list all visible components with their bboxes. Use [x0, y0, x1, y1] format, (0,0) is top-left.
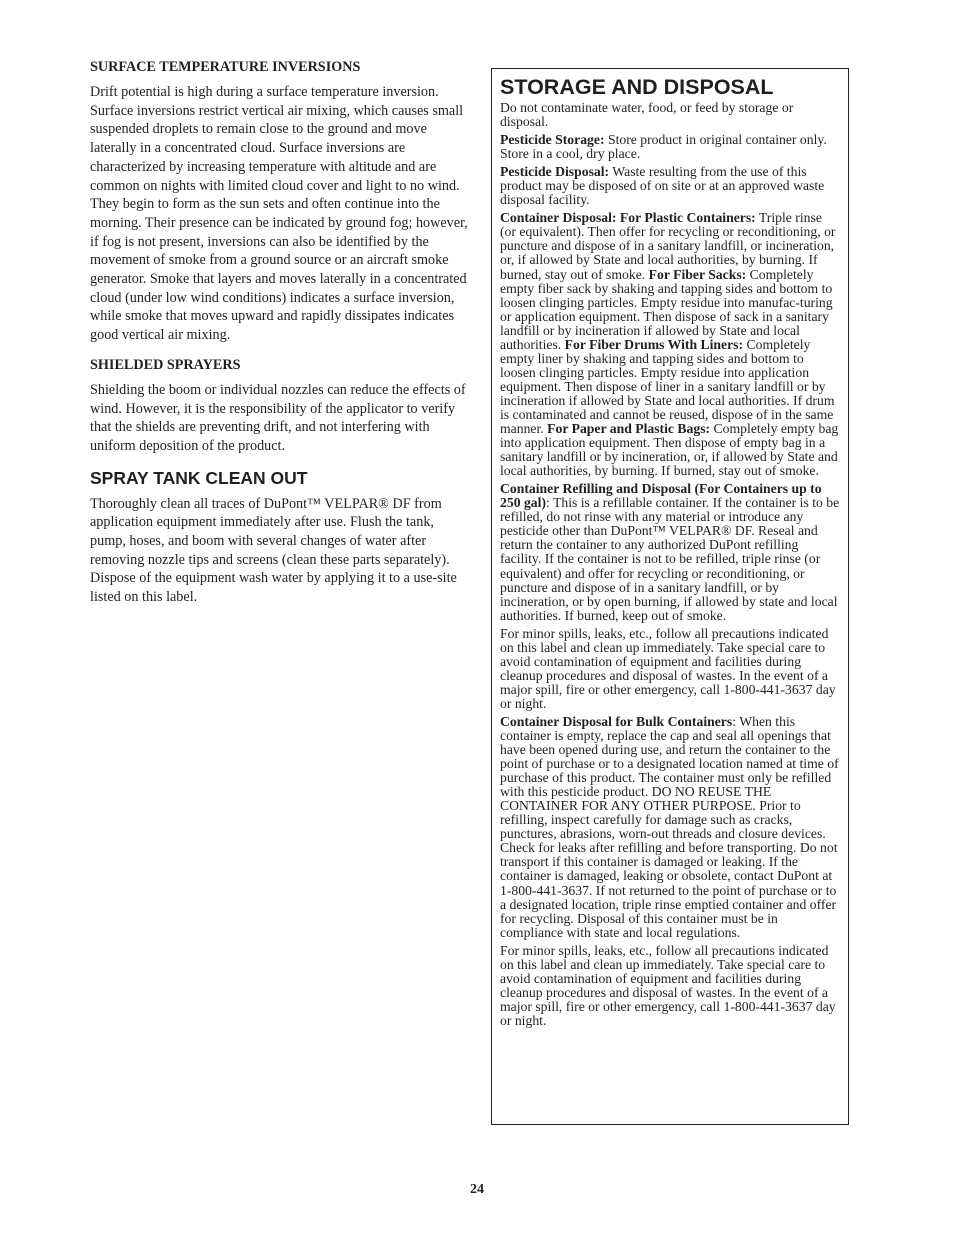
- heading-surface-temperature-inversions: SURFACE TEMPERATURE INVERSIONS: [90, 59, 361, 75]
- fiber-drums-label: For Fiber Drums With Liners:: [564, 336, 744, 352]
- pesticide-disposal-text: Waste resulting from the use of this product may be disposed of on site or at an approved waste disposal facility.: [500, 164, 825, 208]
- pesticide-storage-paragraph: [500, 133, 840, 161]
- spills-paragraph-2: For minor spills, leaks, etc., follow all precautions indicated on this label and clean up immediately. Take special care to avoid contamination of equipment and facilities during cleanup procedures and disposal of wastes. In the event of a major spill, fire or other emergency, call 1-800-441-3637 day or night.: [500, 942, 836, 1028]
- storage-disposal-title: STORAGE AND DISPOSAL: [500, 75, 774, 99]
- paragraph-inversions: Drift potential is high during a surface temperature inversion. Surface inversions restrict vertical air mixing, which causes small suspended droplets to remain close to the ground and move laterally in a concentrated cloud. Surface inversions are characterized by increasing temperature with altitude and are common on nights with limited cloud cover and light to no wind. They begin to form as the sun sets and often continue into the morning. Their presence can be indicated by ground fog; however, if fog is not present, inversions can also be identified by the movement of smoke from a ground source or an aircraft smoke generator. Smoke that layers and moves laterally in a concentrated cloud (under low wind conditions) indicates a surface inversion, while smoke that moves upward and rapidly dissipates indicates good vertical air mixing.: [90, 84, 468, 344]
- bulk-containers-label: Container Disposal for Bulk Containers: [500, 713, 733, 729]
- container-disposal-label: Container Disposal: For Plastic Containers:: [500, 210, 756, 226]
- pesticide-storage-label: Pesticide Storage:: [500, 132, 605, 148]
- paragraph-spray-tank-clean-out: Thoroughly clean all traces of DuPont™ VELPAR® DF from application equipment immediately after use. Flush the tank, pump, hoses, and boom with several changes of water after removing nozzle tips and screens (clean these parts separately). Dispose of the equipment wash water by applying it to a use-site listed on this label.: [90, 495, 457, 606]
- bags-label: For Paper and Plastic Bags:: [547, 421, 711, 437]
- bags-text: Completely empty bag into application equipment. Then dispose of empty bag in a sanitary landfill or by incineration, or, if allowed by State and local authorities, by burning. If burned, stay out of smoke.: [500, 421, 839, 479]
- left-column: [90, 58, 468, 618]
- heading-shielded-sprayers: SHIELDED SPRAYERS: [90, 356, 241, 373]
- container-refilling-text: : This is a refillable container. If the container is to be refilled, do not rinse with any material or introduce any pesticide other than DuPont™ VELPAR® DF. Reseal and return the container to any authorized DuPont refilling facility. If the container is not to be refilled, triple rinse (or equivalent) and offer for recycling or reconditioning, or puncture and dispose of in a sanitary landfill, or by incineration, or by open burning, if allowed by state and local authorities. If burned, keep out of smoke.: [500, 495, 840, 623]
- pesticide-disposal-label: Pesticide Disposal:: [500, 164, 610, 180]
- container-refilling-label: Container Refilling and Disposal (For Containers up to 250 gal): [500, 481, 822, 511]
- storage-disposal-box: [491, 68, 849, 1125]
- fiber-sacks-text: Completely empty fiber sack by shaking and tapping sides and bottom to loosen clinging particles. Empty residue into manufac-turing or application equipment. Then dispose of sack in a sanitary landfill or by incineration if allowed by State and local authorities.: [500, 266, 833, 352]
- spills-paragraph-1: For minor spills, leaks, etc., follow all precautions indicated on this label and clean up immediately. Take special care to avoid contamination of equipment and facilities during cleanup procedures and disposal of wastes. In the event of a major spill, fire or other emergency, call 1-800-441-3637 day or night.: [500, 625, 836, 711]
- pesticide-disposal-paragraph: [500, 165, 840, 207]
- plastic-containers-text: Triple rinse (or equivalent). Then offer for recycling or reconditioning, or puncture and dispose of in a sanitary landfill, or incineration, or, if allowed by State and local authorities, by burning. If burned, stay out of smoke.: [500, 210, 836, 282]
- container-disposal-paragraph: [500, 211, 840, 478]
- container-refilling-paragraph: [500, 482, 840, 622]
- fiber-sacks-label: For Fiber Sacks:: [648, 266, 747, 282]
- fiber-drums-text: Completely empty liner by shaking and tapping sides and bottom to loosen clinging particles. Empty residue into application equipment. Then dispose of liner in a sanitary landfill or by incineration if allowed by State and local authorities. If drum is contaminated and cannot be reused, dispose of in the same manner.: [500, 336, 835, 437]
- paragraph-shielded-sprayers: Shielding the boom or individual nozzles can reduce the effects of wind. However, it is the responsibility of the applicator to verify that the shields are preventing drift, and not interfering with uniform deposition of the product.: [90, 381, 466, 454]
- bulk-containers-text: : When this container is empty, replace the cap and seal all openings that have been opened during use, and return the container to the point of purchase or to a designated location named at time of purchase of this product. The container must only be refilled with this pesticide product. DO NO REUSE THE CONTAINER FOR ANY OTHER PURPOSE. Prior to refilling, inspect carefully for damage such as cracks, punctures, abrasions, worn-out threads and closure devices. Check for leaks after refilling and before transporting. Do not transport if this container is damaged or leaking. If the container is damaged, leaking or obsolete, contact DuPont at 1-800-441-3637. If not returned to the point of purchase or to a designated location, triple rinse emptied container and offer for recycling. Disposal of this container must be in compliance with state and local regulations.: [500, 713, 839, 940]
- heading-spray-tank-clean-out: SPRAY TANK CLEAN OUT: [90, 467, 308, 488]
- intro-paragraph: Do not contaminate water, food, or feed by storage or disposal.: [500, 100, 794, 130]
- page-number: 24: [470, 1182, 484, 1197]
- bulk-containers-paragraph: [500, 715, 840, 940]
- pesticide-storage-text: Store product in original container only. Store in a cool, dry place.: [500, 132, 827, 162]
